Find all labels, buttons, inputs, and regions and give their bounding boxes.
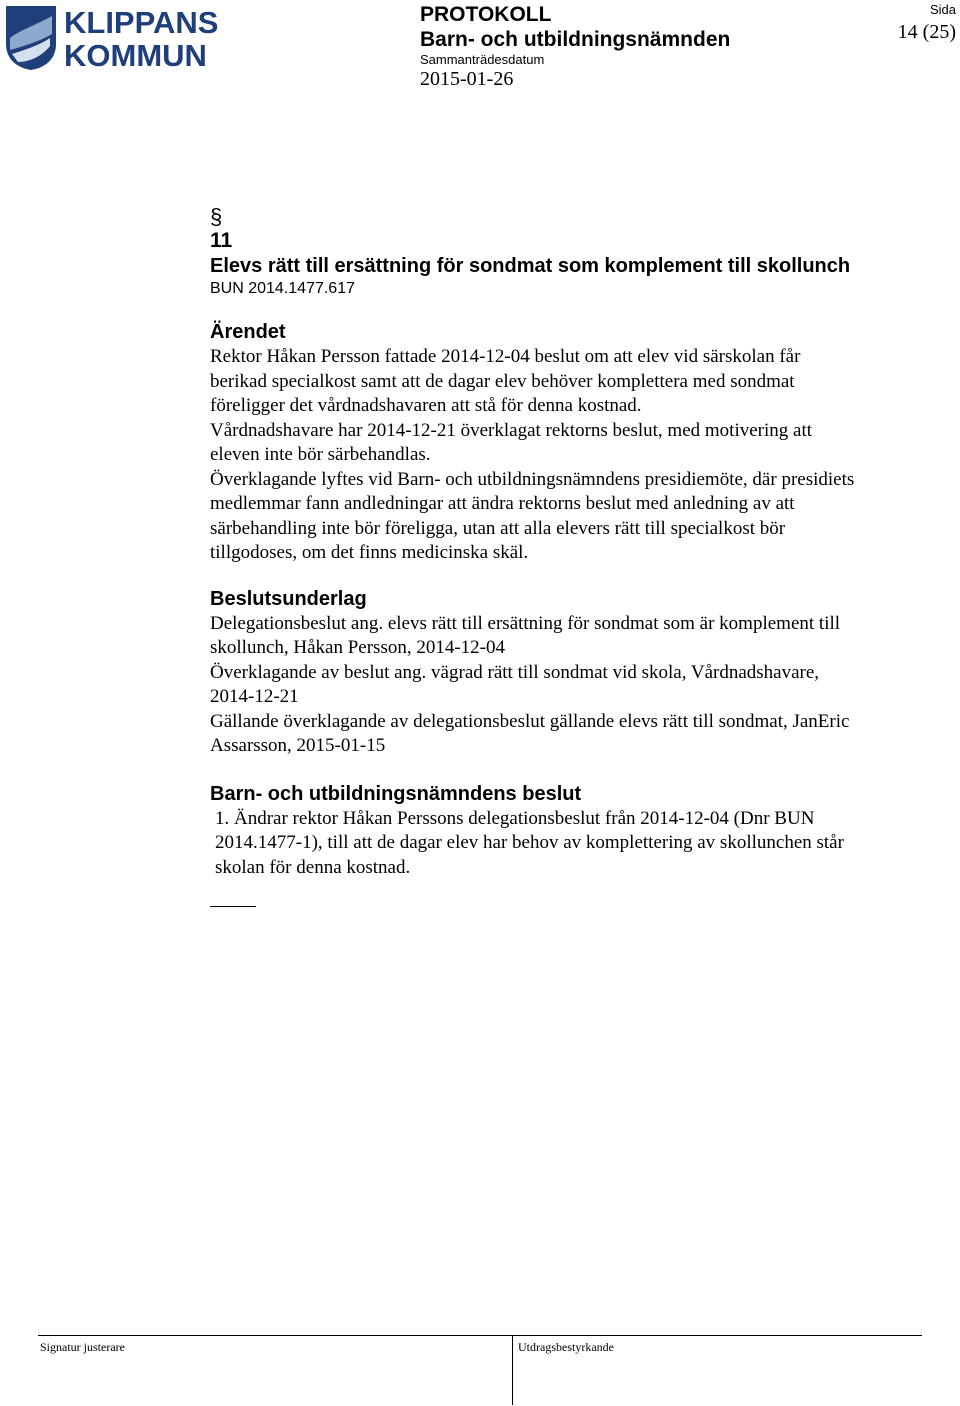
- beslut-line: skolan för denna kostnad.: [215, 856, 411, 878]
- meeting-date-label: Sammanträdesdatum: [420, 52, 545, 67]
- arendet-line: berikad specialkost samt att de dagar elev behöver komplettera med sondmat: [210, 370, 795, 392]
- case-number: BUN 2014.1477.617: [210, 280, 355, 297]
- arendet-line: föreligger det vårdnadshavaren att stå för denna kostnad.: [210, 395, 642, 416]
- beslutsunderlag-line: Gällande överklagande av delegationsbeslut gällande elevs rätt till sondmat, JanEric: [210, 710, 850, 732]
- board-name: Barn- och utbildningsnämnden: [420, 28, 731, 51]
- beslutsunderlag-line: skollunch, Håkan Persson, 2014-12-04: [210, 637, 505, 658]
- footer-divider: [38, 1335, 922, 1336]
- page-label: Sida: [929, 2, 956, 17]
- beslut-line: 1. Ändrar rektor Håkan Perssons delegationsbeslut från 2014-12-04 (Dnr BUN: [215, 807, 815, 829]
- page-number: 14 (25): [897, 21, 956, 43]
- paragraph-number: 11: [210, 229, 233, 252]
- logo-line-1: KLIPPANS: [64, 5, 219, 40]
- logo-svg: [4, 4, 219, 72]
- section-sign: §: [210, 204, 223, 229]
- protocol-item: [210, 205, 940, 907]
- arendet-text: [210, 345, 940, 566]
- beslut-heading: Barn- och utbildningsnämndens beslut: [210, 782, 582, 805]
- logo-line-2: KOMMUN: [64, 38, 207, 72]
- beslutsunderlag-line: Assarsson, 2015-01-15: [210, 735, 386, 756]
- meeting-date: 2015-01-26: [420, 68, 514, 90]
- municipality-logo: [4, 4, 219, 72]
- arendet-line: eleven inte bör särbehandlas.: [210, 444, 431, 465]
- arendet-heading: Ärendet: [210, 321, 286, 343]
- end-rule: [210, 906, 256, 907]
- arendet-line: medlemmar fann andledningar att ändra rektorns beslut med anledning av att: [210, 493, 795, 514]
- item-title: Elevs rätt till ersättning för sondmat som komplement till skollunch: [210, 255, 851, 277]
- beslutsunderlag-heading: Beslutsunderlag: [210, 587, 367, 610]
- beslut-line: 2014.1477-1), till att de dagar elev har behov av komplettering av skollunchen står: [215, 832, 844, 853]
- signature-label: Signatur justerare: [40, 1340, 125, 1354]
- arendet-line: tillgodoses, om det finns medicinska skäl.: [210, 542, 529, 563]
- beslutsunderlag-line: Delegationsbeslut ang. elevs rätt till ersättning för sondmat som är komplement till: [210, 612, 841, 634]
- extract-label: Utdragsbestyrkande: [518, 1340, 614, 1354]
- beslutsunderlag-line: 2014-12-21: [210, 686, 299, 707]
- document-type: PROTOKOLL: [420, 3, 552, 26]
- arendet-line: Överklagande lyftes vid Barn- och utbildningsnämndens presidiemöte, där presidiets: [210, 468, 855, 490]
- footer-column-divider: [512, 1335, 513, 1405]
- arendet-line: Vårdnadshavare har 2014-12-21 överklagat rektorns beslut, med motivering att: [210, 419, 813, 441]
- beslut-text: [215, 807, 940, 881]
- arendet-line: särbehandling inte bör föreligga, utan att alla elevers rätt till specialkost bör: [210, 517, 786, 539]
- beslutsunderlag-text: [210, 612, 940, 759]
- logo-shield-icon: [6, 6, 56, 70]
- beslutsunderlag-line: Överklagande av beslut ang. vägrad rätt till sondmat vid skola, Vårdnadshavare,: [210, 661, 820, 683]
- arendet-line: Rektor Håkan Persson fattade 2014-12-04 beslut om att elev vid särskolan får: [210, 346, 801, 367]
